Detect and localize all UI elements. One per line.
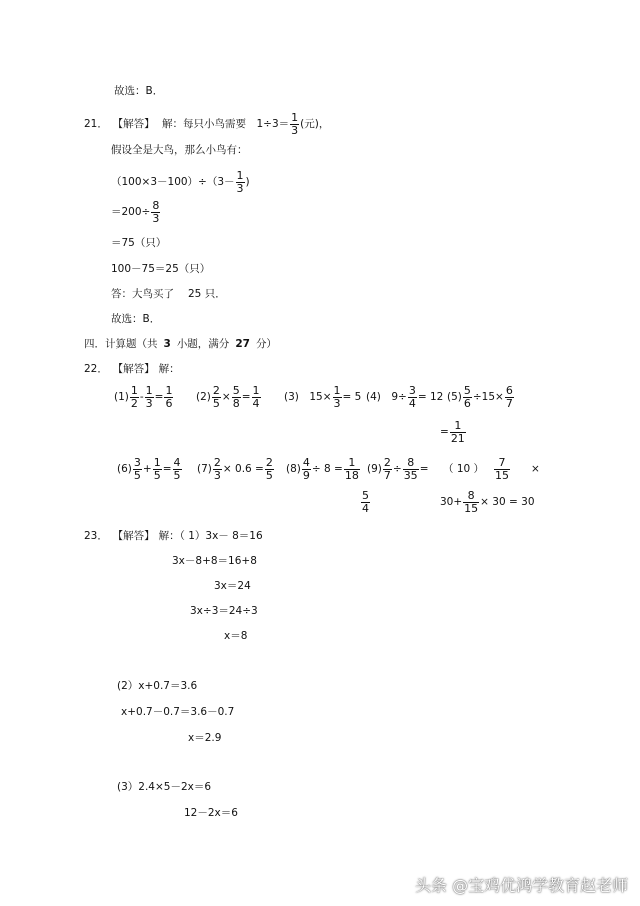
q22-part-3: (3) 15× $\frac{1}{3}$ = 5 <box>284 384 362 410</box>
q23-step-1: 3x－8+8＝16+8 <box>172 555 257 567</box>
q22-part-10-result: 30+ $\frac{8}{15}$ × 30 = 30 <box>440 489 535 515</box>
q23-part-3: (3）2.4×5－2x＝6 <box>117 781 212 793</box>
q22-part-4: (4) 9÷ $\frac{3}{4}$ = 12 <box>366 384 444 410</box>
q23-step-2: 3x＝24 <box>214 580 251 592</box>
q22-part-5-result: = $\frac{1}{21}$ <box>440 419 465 445</box>
q22-part-5: (5) $\frac{5}{6}$ ÷15× $\frac{6}{7}$ <box>447 384 513 410</box>
q22-part-8: (8) $\frac{4}{9}$ ÷ 8 = $\frac{1}{18}$ <box>286 456 359 482</box>
q21-line4: ＝200÷ $\frac{8}{3}$ <box>111 199 160 225</box>
q22-part-10: （ 10 ） $\frac{7}{15}$ × <box>443 456 540 482</box>
q23-header: 23． 【解答】 解：（ 1）3x－ 8＝16 <box>84 530 263 542</box>
q22-part-6: (6) $\frac{3}{5}$ + $\frac{1}{5}$ = $\frac{4}{5}$ <box>117 456 181 482</box>
q21-fraction-3: $\frac{8}{3}$ <box>152 199 160 225</box>
q21-line8: 故选：B． <box>111 313 161 325</box>
answer-choice-line: 故选：B． <box>114 85 164 97</box>
q22-part-1: (1) $\frac{1}{2}$ - $\frac{1}{3}$ = $\frac{1}{6}$ <box>114 384 173 410</box>
q21-unit: (元)， <box>300 118 330 131</box>
q23-part-2-step-2: x＝2.9 <box>188 732 222 744</box>
q21-fraction-1: $\frac{1}{3}$ <box>291 111 299 137</box>
q21-line5: ＝75（只） <box>111 237 167 249</box>
q21-line3: （100×3－100）÷（3－ $\frac{1}{3}$ ) <box>111 169 250 195</box>
watermark: 头条 @宝鸡优鸿学教育赵老师 <box>415 876 629 895</box>
q21-number: 21． <box>84 118 108 131</box>
q22-part-9-result: $\frac{5}{4}$ <box>362 489 369 515</box>
q21-line6: 100－75＝25（只） <box>111 263 211 275</box>
q22-part-9: (9) $\frac{2}{7}$ ÷ $\frac{8}{35}$ = <box>367 456 429 482</box>
q23-part-2-step-1: x+0.7－0.7＝3.6－0.7 <box>121 706 235 718</box>
q22-part-7: (7) $\frac{2}{3}$ × 0.6 = $\frac{2}{5}$ <box>197 456 273 482</box>
q23-step-3: 3x÷3＝24÷3 <box>190 605 258 617</box>
section-heading: 四．计算题（共 3 小题，满分 27 分） <box>84 338 277 350</box>
q21-line2: 假设全是大鸟，那么小鸟有： <box>111 144 248 156</box>
q22-header: 22． 【解答】 解： <box>84 363 180 375</box>
q21-line7: 答：大鸟买了 25 只． <box>111 288 226 300</box>
q23-step-4: x＝8 <box>224 630 248 642</box>
q21-fraction-2: $\frac{1}{3}$ <box>236 169 244 195</box>
q22-part-2: (2) $\frac{2}{5}$ × $\frac{5}{8}$ = $\frac{1}{4}$ <box>196 384 260 410</box>
q21-tag: 【解答】 <box>117 118 155 131</box>
q23-part-2: (2）x+0.7＝3.6 <box>117 680 198 692</box>
q21-line1 <box>84 112 329 136</box>
q23-part-3-step-1: 12－2x＝6 <box>184 807 238 819</box>
q21-lead: 解：每只小鸟需要 1÷3＝ <box>161 118 290 131</box>
